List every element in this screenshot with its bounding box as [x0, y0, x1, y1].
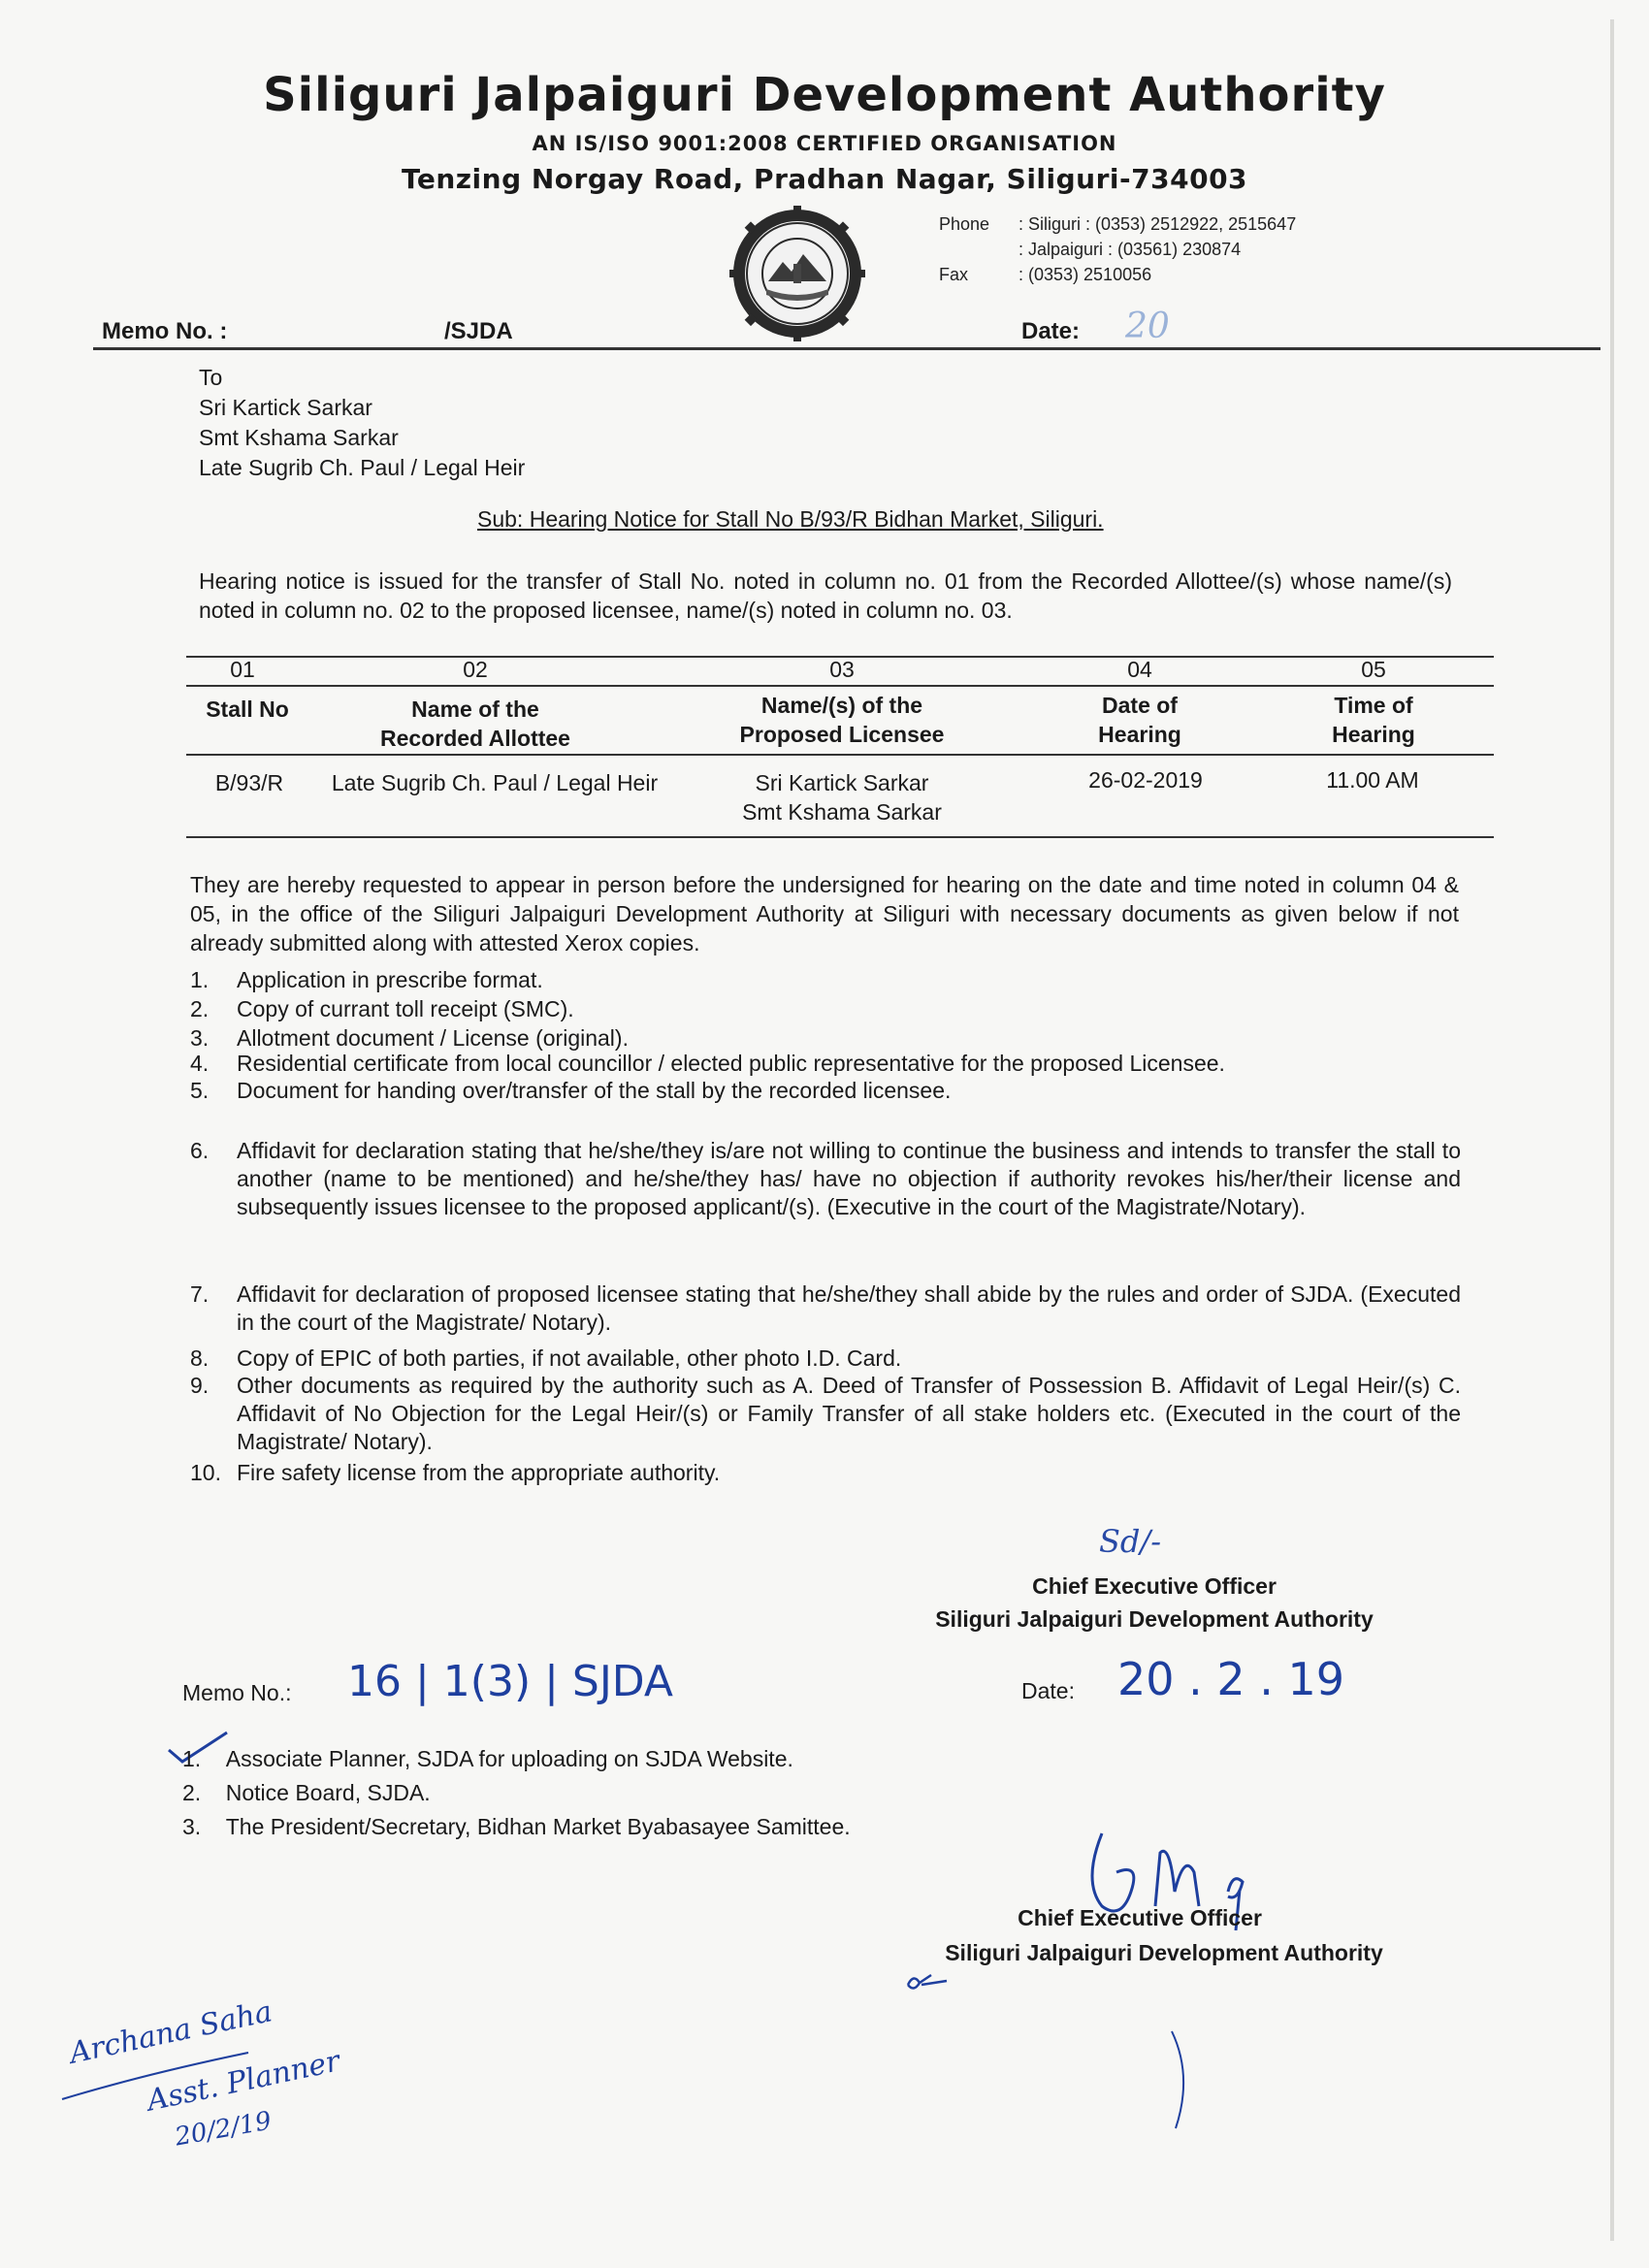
certification-line: AN IS/ISO 9001:2008 CERTIFIED ORGANISATION — [532, 132, 1117, 155]
table-header-rule — [186, 754, 1494, 756]
org-address: Tenzing Norgay Road, Pradhan Nagar, Siliguri-734003 — [401, 163, 1248, 195]
memo2-label: Memo No.: — [182, 1680, 292, 1705]
header-divider — [93, 347, 1600, 350]
memo2-date-label: Date: — [1021, 1678, 1075, 1703]
date-stamp: 20 — [1125, 307, 1170, 346]
memo2-number: 16 | 1(3) | SJDA — [347, 1657, 674, 1706]
cell-date: 26-02-2019 — [1088, 767, 1203, 793]
cell-time: 11.00 AM — [1326, 767, 1419, 793]
list-item: 3. The President/Secretary, Bidhan Market Byabasayee Samittee. — [182, 1814, 851, 1839]
header-time-of-hearing: Time of Hearing — [1332, 693, 1415, 747]
page-edge — [1610, 19, 1614, 2241]
signatory-org: Siliguri Jalpaiguri Development Authority — [935, 1606, 1374, 1632]
handwritten-underline — [58, 2045, 252, 2103]
document-page: Siliguri Jalpaiguri Development Authority AN IS/ISO 9001:2008 CERTIFIED ORGANISATION Tenzing Norgay Road, Pradhan Nagar, Siliguri-734003 Phone : Siliguri : (0353) 2512922, 2515647 : Jalpaiguri : (03561) 230874 Fax : (0353) 2510056 Memo No. : /SJDA Date: 20 To Sri Kartick Sarkar Smt Kshama Sarkar Late Sugrib Ch. Paul / Legal Heir Sub: Hearing Notice for Stall No B/93/R Bidhan Market, Siliguri. Hearing notice is issued for the transfer of Stall No. noted in column no. 01 from the Recorded Allottee/(s) whose name/(s) noted in column no. 02 to the proposed licensee, name/(s) noted in column no. 03. 01 02 03 04 05 Stall No Name of the Recorded Allottee Name/(s) of the Proposed Licensee Date of Hearing Time of Hearing B/93/R Late Sugrib Ch. Paul / Legal Heir Sri Kartick Sarkar Smt Kshama Sarkar 26-02-2019 11.00 AM They are hereby requested to appear in person before the undersigned for hearing on the date and time noted in column 04 & 05, in the office of the Siliguri Jalpaiguri Development Authority at Siliguri with necessary documents as given below if not already submitted along with attested Xerox copies. 1. Application in prescribe format. 2. Copy of currant toll receipt (SMC). 3. Allotment document / License (original). 4. Residential certificate from local councillor / elected public representative for the proposed Licensee. 5. Document for handing over/transfer of the stall by the recorded licensee. 6. Affidavit for declaration stating that he/she/they is/are not willing to continue the business and intends to transfer the stall to another (name to be mentioned) and he/she/they has/ have no objection if authority revokes his/her/their license and subsequently issues licensee to the proposed applicant/(s). (Executive in the court of the Magistrate/Notary). 7. Affidavit for declaration of proposed licensee stating that he/she/they shall abide by the rules and order of SJDA. (Executed in the court of the Magistrate/ Notary). 8. Copy of EPIC of both parties, if not available, other photo I.D. Card. 9. Other documents as required by the authority such as A. Deed of Transfer of Possession B. Affidavit of Legal Heir/(s) C. Affidavit of No Objection for the Legal Heir/(s) or Family Transfer of all stake holders etc. (Executed in the court of the Magistrate/ Notary). 10. Fire safety license from the appropriate authority. Sd/- Chief Executive Officer Siliguri Jalpaiguri Development Authority Memo No.: 16 | 1(3) | SJDA Date: 20 . 2 . 19 1. Associate Planner, SJDA for uploading on SJDA Website. 2. Notice Board, SJDA. 3. The President/Secretary, Bidhan Market Byabasayee Samittee. Chief Executive Officer Siliguri Jalpaiguri Development Authority Archana Saha Asst. Planner 20/2/19 — [0, 0, 1649, 2268]
col-num-03: 03 — [829, 657, 855, 682]
contact-block — [939, 211, 1297, 287]
memo2-date: 20 . 2 . 19 — [1117, 1653, 1345, 1705]
cell-licensee-2: Smt Kshama Sarkar — [742, 799, 942, 825]
copy-to-list — [182, 1742, 851, 1844]
phone-siliguri: : Siliguri : (0353) 2512922, 2515647 — [1018, 214, 1297, 234]
pen-stroke — [1164, 2027, 1203, 2134]
header-recorded-allottee: Name of the Recorded Allottee — [380, 697, 570, 751]
fax-number: : (0353) 2510056 — [1018, 265, 1152, 284]
fax-label: Fax — [939, 265, 969, 284]
org-name: Siliguri Jalpaiguri Development Authority — [263, 68, 1386, 122]
handwritten-note-date: 20/2/19 — [173, 2106, 275, 2153]
signatory2-org: Siliguri Jalpaiguri Development Authority — [945, 1940, 1383, 1965]
recipient-block — [199, 363, 525, 483]
header-proposed-licensee: Name/(s) of the Proposed Licensee — [739, 693, 945, 747]
col-num-01: 01 — [230, 657, 255, 682]
signature-initials: Sd/- — [1099, 1523, 1161, 1560]
col-num-05: 05 — [1361, 657, 1386, 682]
handwritten-note-designation: Asst. Planner — [144, 2044, 343, 2119]
date-label: Date: — [1021, 318, 1081, 344]
cell-licensee-1: Sri Kartick Sarkar — [755, 770, 929, 795]
subject-line: Sub: Hearing Notice for Stall No B/93/R Bidhan Market, Siliguri. — [477, 506, 1104, 532]
sjda-seal-logo — [729, 206, 865, 341]
phone-jalpaiguri: : Jalpaiguri : (03561) 230874 — [1018, 240, 1242, 259]
cell-allottee: Late Sugrib Ch. Paul / Legal Heir — [331, 770, 659, 795]
signatory-title: Chief Executive Officer — [1032, 1573, 1277, 1599]
handwritten-note-name: Archana Saha — [66, 1994, 275, 2071]
to-label: To — [199, 365, 223, 390]
signatory2-title: Chief Executive Officer — [1018, 1905, 1262, 1930]
initials-mark — [904, 1969, 953, 1998]
table-bottom-rule — [186, 836, 1494, 838]
table-num-rule — [186, 685, 1494, 687]
recipient-2: Smt Kshama Sarkar — [199, 425, 399, 450]
header-stall-no: Stall No — [206, 697, 289, 722]
memo-label: Memo No. : — [102, 318, 228, 344]
phone-label: Phone — [939, 214, 990, 234]
request-paragraph: They are hereby requested to appear in person before the undersigned for hearing on the date and time noted in column 04 & 05, in the office of the Siliguri Jalpaiguri Development Authority at Siliguri with necessary documents as given below if not already submitted along with attested Xerox copies. — [190, 872, 1459, 956]
intro-paragraph: Hearing notice is issued for the transfer of Stall No. noted in column no. 01 from the Recorded Allottee/(s) whose name/(s) noted in column no. 02 to the proposed licensee, name/(s) noted in column no. 03. — [199, 568, 1452, 623]
list-item: 1. Associate Planner, SJDA for uploading on SJDA Website. — [182, 1746, 793, 1771]
recipient-3: Late Sugrib Ch. Paul / Legal Heir — [199, 455, 526, 480]
memo-suffix: /SJDA — [444, 318, 513, 344]
recipient-1: Sri Kartick Sarkar — [199, 395, 372, 420]
header-date-of-hearing: Date of Hearing — [1098, 693, 1181, 747]
list-item: 2. Notice Board, SJDA. — [182, 1780, 431, 1805]
col-num-02: 02 — [463, 657, 488, 682]
col-num-04: 04 — [1127, 657, 1152, 682]
cell-stall-no: B/93/R — [214, 770, 284, 795]
